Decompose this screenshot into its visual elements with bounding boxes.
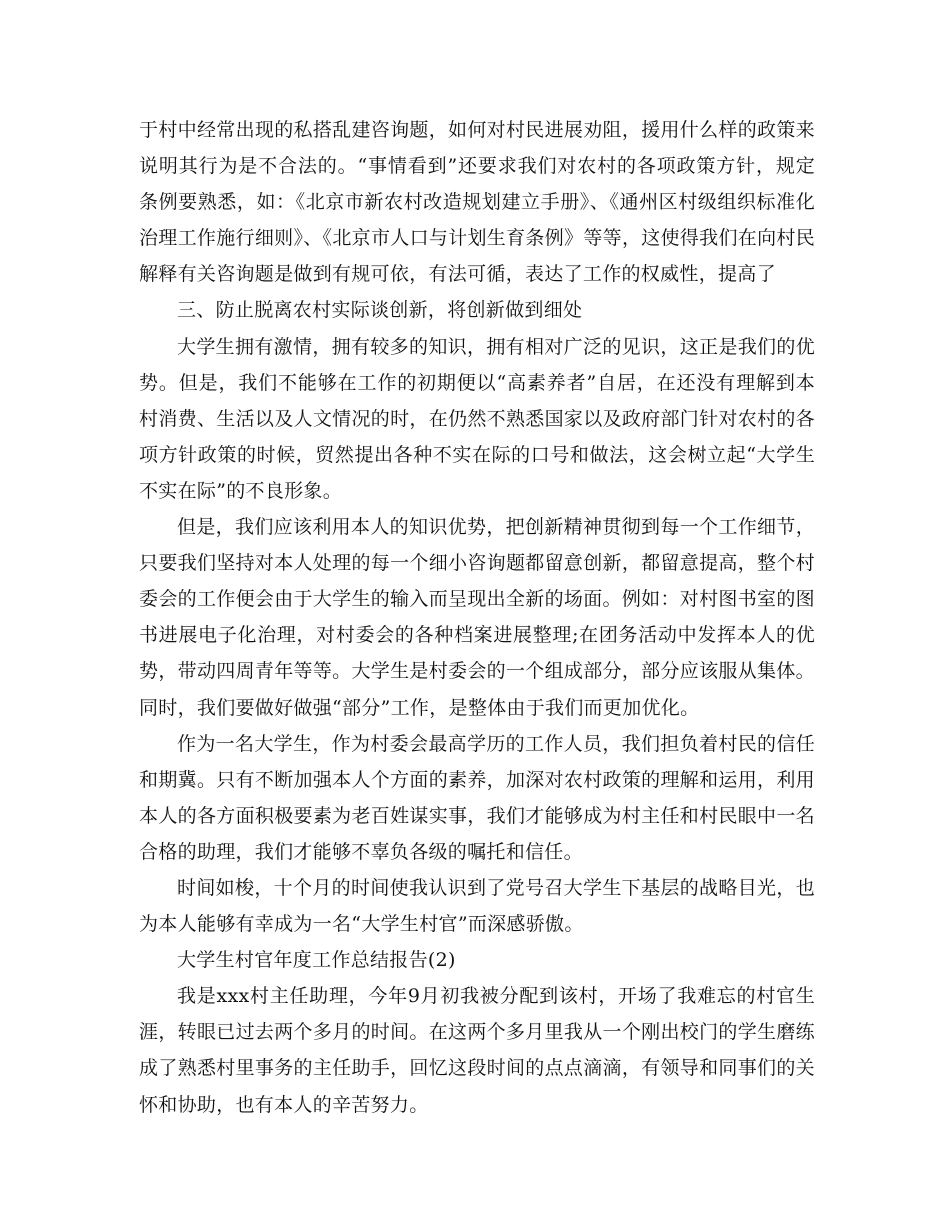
paragraph-2: 大学生拥有激情，拥有较多的知识，拥有相对广泛的见识，这正是我们的优势。但是，我们不能够在工作的初期便以“高素养者”自居，在还没有理解到本村消费、生活以及人文情况的时，在仍然不熟悉国家以及政府部门针对农村的各项方针政策的时候，贸然提出各种不实在际的口号和做法，这会树立起“大学生不实在际”的不良形象。 <box>139 335 815 502</box>
paragraph-6: 我是xxx村主任助理，今年9月初我被分配到该村，开场了我难忘的村官生涯，转眼已过去两个多月的时间。在这两个多月里我从一个刚出校门的学生磨练成了熟悉村里事务的主任助手，回忆这段时间的点点滴滴，有领导和同事们的关怀和协助，也有本人的辛苦努力。 <box>139 985 815 1116</box>
paragraph-5: 时间如梭，十个月的时间使我认识到了党号召大学生下基层的战略目光，也为本人能够有幸成为一名“大学生村官”而深感骄傲。 <box>139 876 815 936</box>
section-heading-3: 三、防止脱离农村实际谈创新，将创新做到细处 <box>177 299 583 322</box>
paragraph-3: 但是，我们应该利用本人的知识优势，把创新精神贯彻到每一个工作细节，只要我们坚持对本人处理的每一个细小咨询题都留意创新，都留意提高，整个村委会的工作便会由于大学生的输入而呈现出全新的场面。例如：对村图书室的图书进展电子化治理，对村委会的各种档案进展整理;在团务活动中发挥本人的优势，带动四周青年等等。大学生是村委会的一个组成部分，部分应该服从集体。同时，我们要做好做强“部分”工作，是整体由于我们而更加优化。 <box>139 516 815 719</box>
paragraph-1: 于村中经常出现的私搭乱建咨询题，如何对村民进展劝阻，援用什么样的政策来说明其行为是不合法的。“事情看到”还要求我们对农村的各项政策方针，规定条例要熟悉，如：《北京市新农村改造规划建立手册》、《通州区村级组织标准化治理工作施行细则》、《北京市人口与计划生育条例》等等，这使得我们在向村民解释有关咨询题是做到有规可依，有法可循，表达了工作的权威性，提高了 <box>139 119 815 286</box>
paragraph-4: 作为一名大学生，作为村委会最高学历的工作人员，我们担负着村民的信任和期冀。只有不断加强本人个方面的素养，加深对农村政策的理解和运用，利用本人的各方面积极要素为老百姓谋实事，我们才能够成为村主任和村民眼中一名合格的助理，我们才能够不辜负各级的嘱托和信任。 <box>139 732 815 863</box>
report-title-2: 大学生村官年度工作总结报告(2) <box>177 949 456 972</box>
document-body <box>139 112 815 1123</box>
